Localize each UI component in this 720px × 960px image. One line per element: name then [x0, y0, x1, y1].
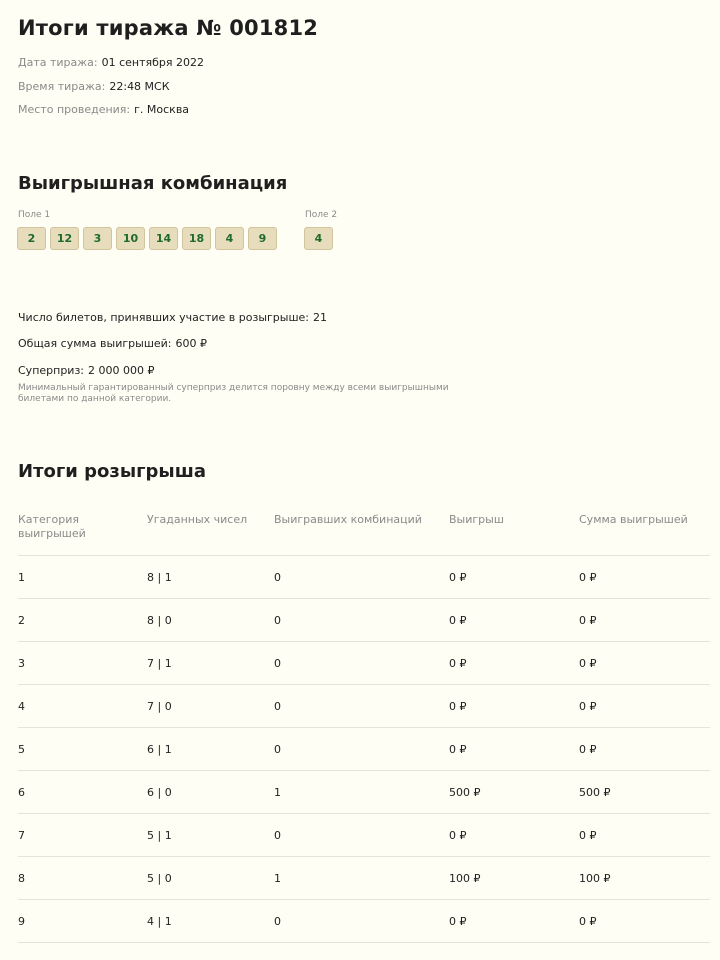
cell-category: 6	[18, 786, 25, 799]
cell-prize: 0 ₽	[449, 657, 467, 670]
combination-title: Выигрышная комбинация	[18, 173, 288, 194]
cell-prize: 500 ₽	[449, 786, 481, 799]
total-winnings	[18, 337, 207, 350]
table-row	[18, 599, 710, 642]
number-ball: 3	[83, 227, 112, 250]
cell-guessed: 8 | 0	[147, 614, 172, 627]
cell-category: 2	[18, 614, 25, 627]
table-row	[18, 728, 710, 771]
number-ball: 14	[149, 227, 178, 250]
tickets-count-label: Число билетов, принявших участие в розыгрыше:	[18, 311, 310, 324]
number-ball: 4	[215, 227, 244, 250]
header-category: Категория выигрышей	[18, 513, 86, 540]
cell-winning-combinations: 0	[274, 915, 281, 928]
header-guessed: Угаданных чисел	[147, 513, 248, 526]
header-winning-combinations: Выигравших комбинаций	[274, 513, 422, 526]
number-ball: 9	[248, 227, 277, 250]
field2-numbers	[304, 227, 333, 250]
header-prize: Выигрыш	[449, 513, 504, 526]
cell-guessed: 7 | 1	[147, 657, 172, 670]
cell-prize: 100 ₽	[449, 872, 481, 885]
total-winnings-value: 600 ₽	[175, 337, 208, 350]
field2-label: Поле 2	[305, 210, 338, 220]
cell-total: 0 ₽	[579, 700, 597, 713]
cell-total: 500 ₽	[579, 786, 611, 799]
cell-winning-combinations: 1	[274, 786, 281, 799]
draw-time-label: Время тиража:	[18, 80, 106, 93]
results-table	[18, 510, 710, 943]
header-total: Сумма выигрышей	[579, 513, 688, 526]
cell-winning-combinations: 0	[274, 829, 281, 842]
cell-total: 0 ₽	[579, 743, 597, 756]
cell-total: 0 ₽	[579, 657, 597, 670]
cell-guessed: 5 | 1	[147, 829, 172, 842]
superprize-value: 2 000 000 ₽	[88, 364, 155, 377]
page-title: Итоги тиража № 001812	[18, 16, 319, 40]
cell-prize: 0 ₽	[449, 571, 467, 584]
cell-winning-combinations: 0	[274, 571, 281, 584]
cell-category: 3	[18, 657, 25, 670]
cell-winning-combinations: 0	[274, 700, 281, 713]
total-winnings-label: Общая сумма выигрышей:	[18, 337, 172, 350]
draw-time-value: 22:48 МСК	[109, 80, 170, 93]
cell-total: 0 ₽	[579, 614, 597, 627]
table-row	[18, 857, 710, 900]
table-row	[18, 642, 710, 685]
results-title: Итоги розыгрыша	[18, 461, 206, 482]
superprize	[18, 364, 155, 377]
cell-guessed: 7 | 0	[147, 700, 172, 713]
tickets-count-value: 21	[313, 311, 328, 324]
cell-category: 7	[18, 829, 25, 842]
cell-total: 0 ₽	[579, 915, 597, 928]
cell-winning-combinations: 0	[274, 743, 281, 756]
draw-time	[18, 80, 170, 93]
number-ball: 12	[50, 227, 79, 250]
draw-location-value: г. Москва	[134, 103, 190, 116]
cell-category: 1	[18, 571, 25, 584]
cell-prize: 0 ₽	[449, 743, 467, 756]
tickets-count	[18, 311, 327, 324]
cell-prize: 0 ₽	[449, 915, 467, 928]
table-body	[18, 556, 710, 943]
cell-guessed: 5 | 0	[147, 872, 172, 885]
cell-category: 9	[18, 915, 25, 928]
cell-guessed: 6 | 1	[147, 743, 172, 756]
field1-numbers	[17, 227, 277, 250]
table-row	[18, 900, 710, 943]
number-ball: 2	[17, 227, 46, 250]
cell-prize: 0 ₽	[449, 700, 467, 713]
cell-prize: 0 ₽	[449, 614, 467, 627]
superprize-label: Суперприз:	[18, 364, 85, 377]
cell-category: 8	[18, 872, 25, 885]
table-row	[18, 771, 710, 814]
cell-guessed: 4 | 1	[147, 915, 172, 928]
cell-guessed: 8 | 1	[147, 571, 172, 584]
cell-winning-combinations: 0	[274, 657, 281, 670]
table-row	[18, 685, 710, 728]
cell-guessed: 6 | 0	[147, 786, 172, 799]
cell-winning-combinations: 1	[274, 872, 281, 885]
draw-date-value: 01 сентября 2022	[101, 56, 205, 69]
field1-label: Поле 1	[18, 210, 51, 220]
superprize-note: Минимальный гарантированный суперприз делится поровну между всеми выигрышными билетами по данной категории.	[18, 383, 449, 404]
number-ball: 10	[116, 227, 145, 250]
cell-prize: 0 ₽	[449, 829, 467, 842]
number-ball: 18	[182, 227, 211, 250]
draw-date-label: Дата тиража:	[18, 56, 98, 69]
cell-total: 0 ₽	[579, 829, 597, 842]
cell-category: 5	[18, 743, 25, 756]
cell-category: 4	[18, 700, 25, 713]
cell-total: 100 ₽	[579, 872, 611, 885]
table-row	[18, 814, 710, 857]
number-ball: 4	[304, 227, 333, 250]
table-row	[18, 556, 710, 599]
table-header	[18, 510, 710, 556]
cell-total: 0 ₽	[579, 571, 597, 584]
cell-winning-combinations: 0	[274, 614, 281, 627]
draw-location	[18, 103, 189, 116]
draw-date	[18, 56, 204, 69]
draw-location-label: Место проведения:	[18, 103, 131, 116]
